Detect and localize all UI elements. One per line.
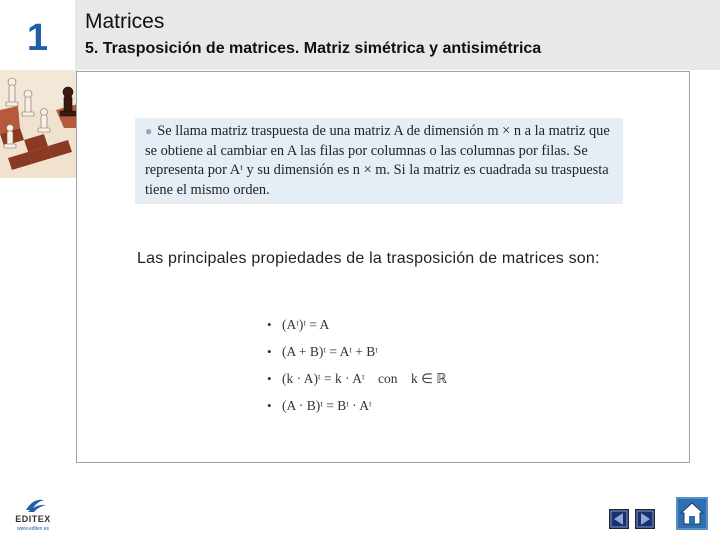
properties-intro: Las principales propiedades de la trasposición de matrices son: xyxy=(137,250,600,267)
properties-list xyxy=(267,316,447,424)
previous-button[interactable] xyxy=(609,509,629,529)
logo-name: EDITEX xyxy=(15,514,51,524)
definition-text xyxy=(145,122,615,200)
property-item: • (A + B)ᵗ = Aᵗ + Bᵗ xyxy=(267,343,447,370)
logo-url: www.editex.es xyxy=(17,526,49,532)
property-item: • (A · B)ᵗ = Bᵗ · Aᵗ xyxy=(267,397,447,424)
definition-content: Se llama matriz traspuesta de una matriz A de dimensión m × n a la matriz que se obtiene al cambiar en A las filas por columnas o las columnas por filas. Se representa por Aᵗ y su dimensión es n × m. Si la matriz es cuadrada su traspuesta tiene el mismo orden. xyxy=(145,123,610,198)
next-button[interactable] xyxy=(635,509,655,529)
chess-image xyxy=(0,70,78,178)
arrow-left-icon xyxy=(610,510,628,528)
content-frame xyxy=(76,71,690,463)
home-icon xyxy=(678,499,706,528)
property-item: • (k · A)ᵗ = k · Aᵗ con k ∈ ℝ xyxy=(267,370,447,397)
bullet-icon: ● xyxy=(145,124,153,138)
arrow-right-icon xyxy=(636,510,654,528)
page-title: Matrices xyxy=(85,10,165,33)
chapter-number: 1 xyxy=(0,0,75,70)
page-subtitle: 5. Trasposición de matrices. Matriz simétrica y antisimétrica xyxy=(85,40,542,57)
property-item: • (Aᵗ)ᵗ = A xyxy=(267,316,447,343)
editex-logo xyxy=(8,496,58,536)
definition-box xyxy=(135,118,623,204)
home-button[interactable] xyxy=(676,497,708,530)
editex-logo-icon xyxy=(8,496,58,516)
